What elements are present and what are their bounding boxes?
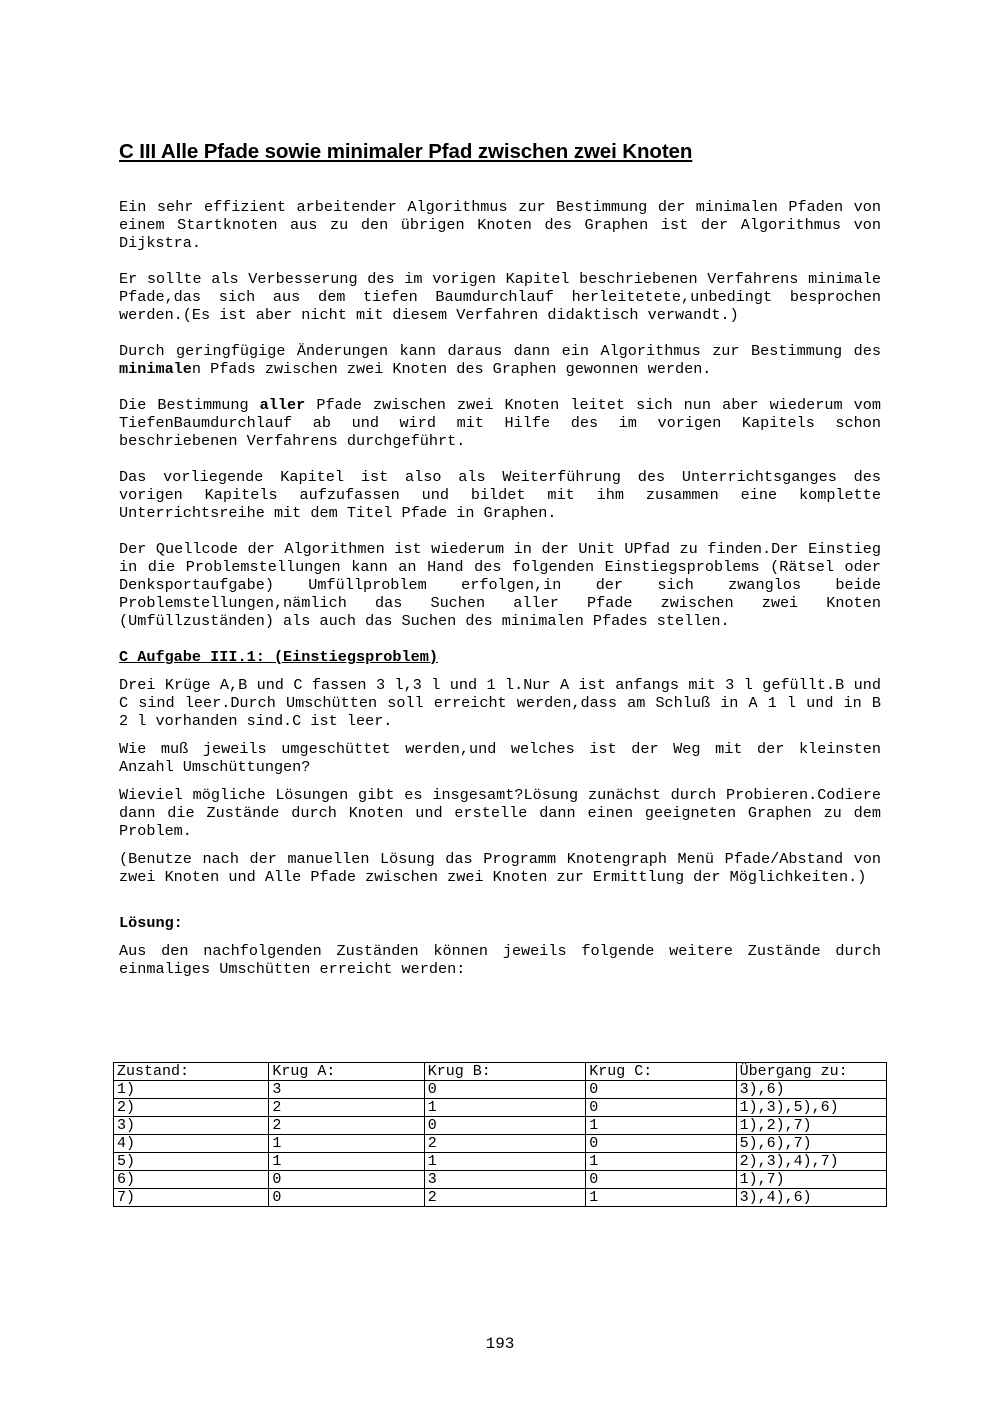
table-cell: 0 <box>424 1081 585 1099</box>
task-question-3: Wieviel mögliche Lösungen gibt es insgesamt?Lösung zunächst durch Probieren.Codiere dann die Zustände durch Knoten und erstelle dann einen geeigneten Graphen zu dem Problem. <box>119 786 881 840</box>
bold-term: minimale <box>119 360 192 378</box>
paragraph-source-code: Der Quellcode der Algorithmen ist wiederum in der Unit UPfad zu finden.Der Einstieg in die Problemstellungen kann an Hand des folgenden Einstiegsproblems (Rätsel oder Denksportaufgabe) Umfüllproblem erfolgen,in der sich zwanglos beide Problemstellungen,nämlich das Suchen aller Pfade zwischen zwei Knoten (Umfüllzuständen) als auch das Suchen des minimalen Pfades stellen. <box>119 540 881 630</box>
table-cell: 3) <box>114 1117 269 1135</box>
text: Pfade zwischen zwei Knoten leitet sich nun aber wiederum vom TiefenBaumdurchlauf ab und wird mit Hilfe des im vorigen Kapitels schon beschriebenen Verfahrens durchgeführt. <box>119 396 881 450</box>
table-row <box>114 1117 887 1135</box>
table-header-cell: Krug A: <box>269 1063 424 1081</box>
table-cell: 1 <box>586 1189 736 1207</box>
task-question-4: (Benutze nach der manuellen Lösung das Programm Knotengraph Menü Pfade/Abstand von zwei Knoten und Alle Pfade zwischen zwei Knoten zur Ermittlung der Möglichkeiten.) <box>119 850 881 886</box>
table-cell: 1 <box>269 1153 424 1171</box>
table-header-cell: Übergang zu: <box>736 1063 886 1081</box>
table-cell: 1 <box>586 1117 736 1135</box>
table-cell: 5) <box>114 1153 269 1171</box>
table-cell: 2 <box>424 1135 585 1153</box>
states-table <box>113 1062 887 1207</box>
bold-term: aller <box>259 396 306 414</box>
paragraph-continuation: Das vorliegende Kapitel ist also als Weiterführung des Unterrichtsganges des vorigen Kapitels aufzufassen und bildet mit ihm zusammen eine komplette Unterrichtsreihe mit dem Titel Pfade in Graphen. <box>119 468 881 522</box>
table-cell: 2),3),4),7) <box>736 1153 886 1171</box>
table-cell: 1),3),5),6) <box>736 1099 886 1117</box>
table-cell: 2 <box>424 1189 585 1207</box>
paragraph-dijkstra: Ein sehr effizient arbeitender Algorithmus zur Bestimmung der minimalen Pfaden von einem Startknoten aus zu den übrigen Knoten des Graphen ist der Algorithmus von Dijkstra. <box>119 198 881 252</box>
table-cell: 6) <box>114 1171 269 1189</box>
table-row <box>114 1171 887 1189</box>
table-row <box>114 1153 887 1171</box>
table-row <box>114 1135 887 1153</box>
table-header-row <box>114 1063 887 1081</box>
table-cell: 1 <box>586 1153 736 1171</box>
table-cell: 0 <box>586 1081 736 1099</box>
paragraph-improvement: Er sollte als Verbesserung des im vorigen Kapitel beschriebenen Verfahrens minimale Pfade,das sich aus dem tiefen Baumdurchlauf herleitetete,unbedingt besprochen werden.(Es ist aber nicht mit diesem Verfahren didaktisch verwandt.) <box>119 270 881 324</box>
table-header-cell: Krug C: <box>586 1063 736 1081</box>
table-cell: 1) <box>114 1081 269 1099</box>
text: Die Bestimmung <box>119 396 260 414</box>
table-cell: 2 <box>269 1117 424 1135</box>
task-question-2: Wie muß jeweils umgeschüttet werden,und welches ist der Weg mit der kleinsten Anzahl Umschüttungen? <box>119 740 881 776</box>
page-number: 193 <box>485 1335 515 1353</box>
text: n Pfads zwischen zwei Knoten des Graphen gewonnen werden. <box>191 360 712 378</box>
table-cell: 0 <box>586 1171 736 1189</box>
table-header-cell: Zustand: <box>114 1063 269 1081</box>
table-cell: 2 <box>269 1099 424 1117</box>
paragraph-minimal-path <box>119 342 881 378</box>
text: Durch geringfügige Änderungen kann daraus dann ein Algorithmus zur Bestimmung des <box>119 342 881 360</box>
table-cell: 1),7) <box>736 1171 886 1189</box>
table-cell: 0 <box>586 1099 736 1117</box>
table-header-cell: Krug B: <box>424 1063 585 1081</box>
solution-label: Lösung: <box>119 914 183 932</box>
table-cell: 0 <box>586 1135 736 1153</box>
table-row <box>114 1099 887 1117</box>
table-cell: 1),2),7) <box>736 1117 886 1135</box>
table-cell: 3 <box>424 1171 585 1189</box>
table-cell: 1 <box>269 1135 424 1153</box>
table-cell: 0 <box>269 1189 424 1207</box>
table-cell: 2) <box>114 1099 269 1117</box>
page-body <box>119 140 881 978</box>
table-cell: 3),6) <box>736 1081 886 1099</box>
table-cell: 5),6),7) <box>736 1135 886 1153</box>
table-cell: 1 <box>424 1099 585 1117</box>
table-cell: 4) <box>114 1135 269 1153</box>
table-row <box>114 1189 887 1207</box>
table-cell: 3),4),6) <box>736 1189 886 1207</box>
table-cell: 0 <box>424 1117 585 1135</box>
table-cell: 0 <box>269 1171 424 1189</box>
table-cell: 1 <box>424 1153 585 1171</box>
solution-intro: Aus den nachfolgenden Zuständen können jeweils folgende weitere Zustände durch einmaliges Umschütten erreicht werden: <box>119 942 881 978</box>
table-row <box>114 1081 887 1099</box>
table-cell: 7) <box>114 1189 269 1207</box>
task-question-1: Drei Krüge A,B und C fassen 3 l,3 l und 1 l.Nur A ist anfangs mit 3 l gefüllt.B und C sind leer.Durch Umschütten soll erreicht werden,dass am Schluß in A 1 l und in B 2 l vorhanden sind.C ist leer. <box>119 676 881 730</box>
table-cell: 3 <box>269 1081 424 1099</box>
chapter-title: C III Alle Pfade sowie minimaler Pfad zwischen zwei Knoten <box>119 140 693 163</box>
paragraph-all-paths <box>119 396 881 450</box>
task-heading: C Aufgabe III.1: (Einstiegsproblem) <box>119 648 438 666</box>
